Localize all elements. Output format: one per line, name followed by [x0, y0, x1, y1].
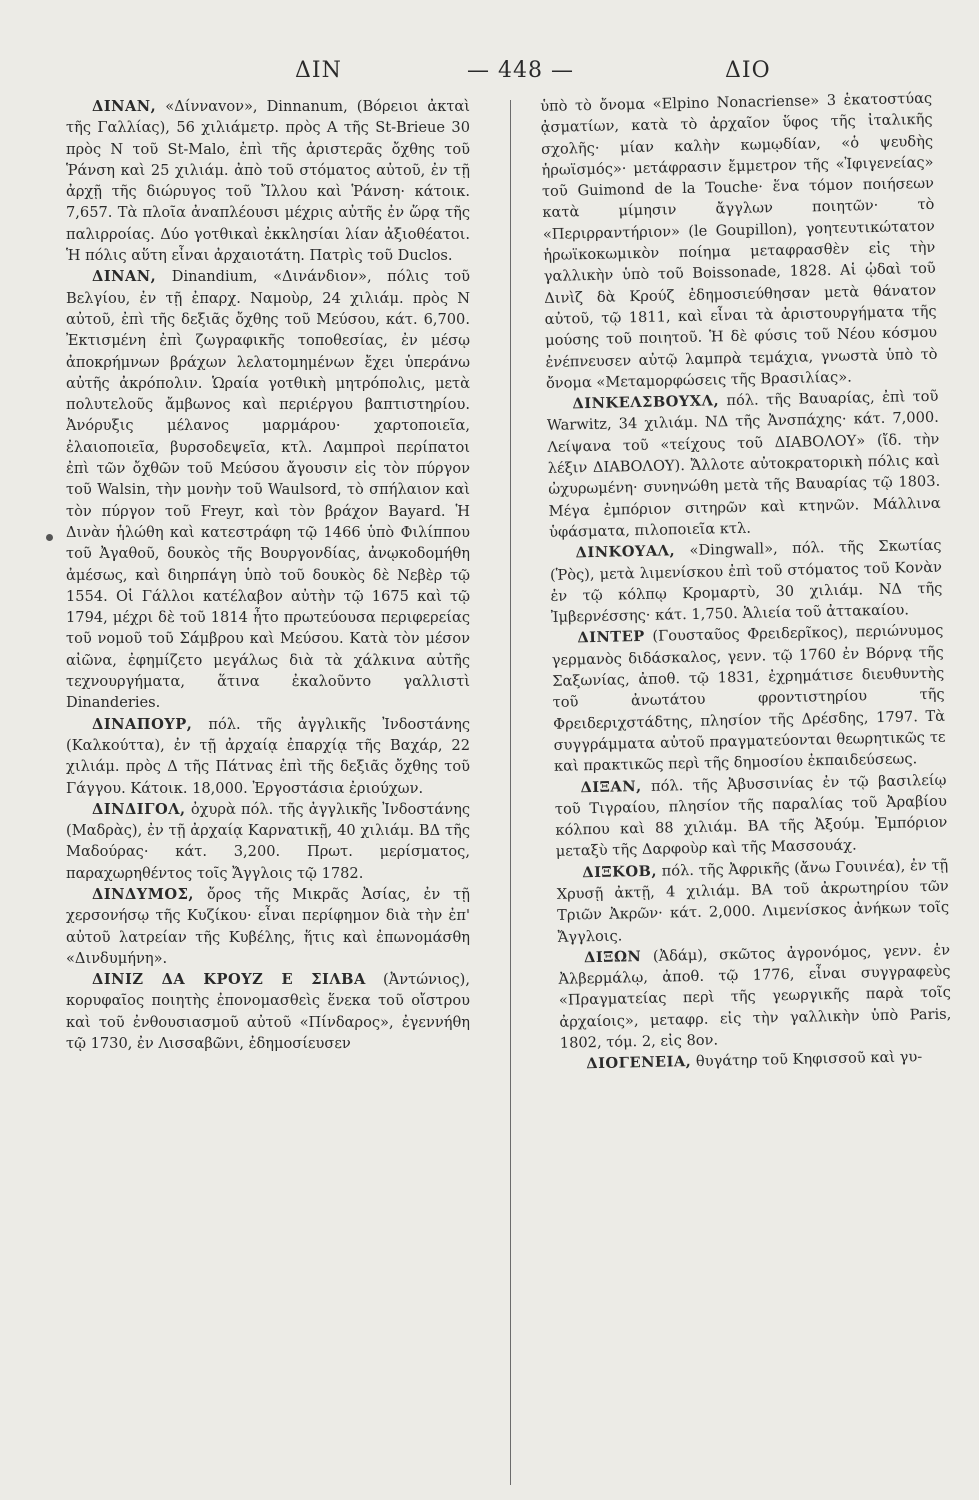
entry-text: (Γουσταῦος Φρειδερῖκος), περιώνυμος γερμανὸς διδάσκαλος, γενν. τῷ 1760 ἐν Βόρνᾳ τῆς Σαξωνίας, ἀποθ. τῷ 1831, ἐχρημάτισε διευθυντὴς τοῦ ἀνωτάτου φροντιστηρίου τῆς Φρειδεριχστάδτης, πλησίον τῆς Δρέσδης, 1797. Τὰ συγγράμματα αὐτοῦ πραγματεύονται θεωρητικῶς τε καὶ πρακτικῶς περὶ τῆς δημοσίου ἐκπαιδεύσεως.	[551, 622, 946, 776]
column-divider	[510, 100, 511, 1485]
margin-mark	[46, 534, 53, 541]
entry-head: ΔΙΞΚΟΒ,	[582, 862, 658, 881]
entry-head: ΔΙΝΙΖ ΔΑ ΚΡΟΥΖ Ε ΣΙΛΒΑ	[92, 971, 366, 989]
entry	[66, 799, 470, 884]
entry-head: ΔΙΝΔΥΜΟΣ,	[92, 885, 194, 903]
entry	[554, 769, 948, 862]
entry-text: πόλ. τῆς Βαυαρίας, ἐπὶ τοῦ Warwitz, 34 χιλιάμ. ΝΔ τῆς Ἀνσπάχης· κάτ. 7,000. Λείψανα τοῦ «τείχους τοῦ ΔΙΑΒΟΛΟΥ» (ἴδ. τὴν λέξιν ΔΙΑΒΟΛΟΥ). Ἄλλοτε αὐτοκρατορικὴ πόλις καὶ ὠχυρωμένη· συνηνώθη μετὰ τῆς Βαυαρίας τῷ 1803. Μέγα ἐμπόριον σιτηρῶν καὶ κτηνῶν. Μάλλινα ὑφάσματα, πιλοποιεῖα κτλ.	[546, 387, 941, 541]
entry-head: ΔΙΞΑΝ,	[580, 777, 642, 796]
entry-text: θυγάτηρ τοῦ Κηφισσοῦ καὶ γυ-	[695, 1048, 923, 1071]
entry-head: ΔΙΝΑΝ,	[92, 98, 157, 115]
entry-text: ὑπὸ τὸ ὄνομα «Elpino Nonacriense» 3 ἑκατοστύας ᾀσματίων, κατὰ τὸ ἀρχαῖον ὕφος τῆς ἰταλικῆς σχολῆς· μίαν καλὴν κωμῳδίαν, «ὁ ψευδὴς ἡρωϊσμός»· μετάφρασιν ἔμμετρον τῆς «Ἰφιγενείας» τοῦ Guimond de la Touche· ἕνα τόμον ποιήσεων κατὰ μίμησιν ἄγγλων ποιητῶν· τὸ «Περιρραντήριον» (le Goupillon), γοητευτικώτατον ἡρωϊκοκωμικὸν ποίημα μεταφρασθὲν εἰς τὴν γαλλικὴν ὑπὸ τοῦ Boissonade, 1828. Αἱ ᾠδαὶ τοῦ Δινὶζ δὰ Κρούζ ἐδημοσιεύθησαν μετὰ θάνατον αὐτοῦ, τῷ 1811, καὶ εἶναι τὰ ἀριστουργήματα τῆς μούσης τοῦ ποιητοῦ. Ἡ δὲ φύσις τοῦ Νέου κόσμου ἐνέπνευσεν αὐτῷ λαμπρὰ τεμάχια, γνωστὰ ὑπὸ τὸ ὄνομα «Μεταμορφώσεις τῆς Βρασιλίας».	[540, 89, 938, 392]
entry-text: πόλ. τῆς Ἀφρικῆς (ἄνω Γουινέα), ἐν τῇ Χρυσῇ ἀκτῇ, 4 χιλιάμ. ΒΑ τοῦ ἀκρωτηρίου τῶν Τριῶν Ἀκρῶν· κάτ. 2,000. Λιμενίσκος ἀνήκων τοῖς Ἄγγλοις.	[556, 856, 950, 946]
entry	[66, 266, 470, 713]
entry-text: «Dingwall», πόλ. τῆς Σκωτίας (Ῥὸς), μετὰ λιμενίσκου ἐπὶ τοῦ στόματος τοῦ Κονὰν ἐν τῷ κόλπῳ Κρομαρτὺ, 30 χιλιάμ. ΝΔ τῆς Ἰμβερνέσσης· κάτ. 1,750. Ἁλιεία τοῦ ἀττακαίου.	[549, 536, 943, 627]
entry	[549, 535, 943, 628]
entry	[66, 714, 470, 799]
entry	[551, 620, 946, 777]
entry-head: ΔΙΝΚΕΛΣΒΟΥΧΛ,	[572, 392, 720, 413]
entry-head: ΔΙΝΤΕΡ	[577, 628, 645, 647]
entry	[66, 96, 470, 266]
header-left-guideword: ΔΙΝ	[295, 58, 342, 83]
entry-text: Dinandium, «Δινάνδιον», πόλις τοῦ Βελγίου, ἐν τῇ ἐπαρχ. Ναμοὺρ, 24 χιλιάμ. πρὸς Ν αὐτοῦ, ἐπὶ τῆς δεξιᾶς ὄχθης τοῦ Μεύσου, κάτ. 6,700. Ἐκτισμένη ἐπὶ ζωγραφικῆς τοποθεσίας, ἐν μέσῳ ἀποκρήμνων βράχων λελατομημένων ἔχει ὑπεράνω αὐτῆς ἀκρόπολιν. Ὡραία γοτθικὴ μητρόπολις, μετὰ πολυτελοῦς ἄμβωνος καὶ περιέργου βαπτιστηρίου. Ἀνόρυξις μέλανος μαρμάρου· χαρτοποιεῖα, ἐλαιοποιεῖα, βυρσοδεψεῖα, κτλ. Λαμπροὶ περίπατοι ἐπὶ τῶν ὄχθῶν τοῦ Μεύσου ἄγουσιν εἰς τὸν πύργον τοῦ Walsin, τὴν μονὴν τοῦ Waulsord, τὸ σπήλαιον καὶ τὸν πύργον τοῦ Freyr, καὶ τὸν βράχον Bayard. Ἡ Δινὰν ἡλώθη καὶ κατεστράφη τῷ 1466 ὑπὸ Φιλίππου τοῦ Ἀγαθοῦ, δουκὸς τῆς Βουργονδίας, ἀνῳκοδομήθη ἀμέσως, καὶ διηρπάγη ὑπὸ τοῦ δουκὸς δὲ Νεβὲρ τῷ 1554. Οἱ Γάλλοι κατέλαβον αὐτὴν τῷ 1675 καὶ τῷ 1794, μέχρι δὲ τοῦ 1814 ἦτο πρωτεύουσα περιφερείας τοῦ νομοῦ τοῦ Σάμβρου καὶ Μεύσου. Κατὰ τὸν μέσον αἰῶνα, ἐφημίζετο μεγάλως διὰ τὰ χάλκινα αὐτῆς τεχνουργήματα, ἅτινα ἐκαλοῦντο γαλλιστὶ Dinanderies.	[66, 268, 470, 712]
entry-head: ΔΙΝΑΝ,	[92, 268, 157, 286]
entry-text: «Δίνναvον», Dinnanum, (Βόρειοι ἀκταὶ τῆς Γαλλίας), 56 χιλιάμετρ. πρὸς Α τῆς St-Brieue 30 πρὸς Ν τοῦ St-Malo, ἐπὶ τῆς ἀριστερᾶς ὄχθης τοῦ Ῥάνση καὶ 25 χιλιάμ. ἀπὸ τοῦ στόματος αὐτοῦ, ἐν τῇ ἀρχῇ τῆς διώρυγος τοῦ Ἴλλου καὶ Ῥάνση· κάτοικ. 7,657. Τὰ πλοῖα ἀναπλέουσι μέχρις αὐτῆς ἐν ὥρᾳ τῆς παλιρροίας. Δύο γοτθικαὶ ἐκκλησίαι λίαν ἀξιοθέατοι. Ἡ πόλις αὕτη εἶναι ἀρχαιοτάτη. Πατρὶς τοῦ Duclos.	[66, 98, 470, 265]
entry	[66, 969, 470, 1054]
entry-head: ΔΙΞΩΝ	[583, 947, 642, 967]
entry-text: ὀχυρὰ πόλ. τῆς ἀγγλικῆς Ἰνδοστάνης (Μαδρὰς), ἐν τῇ ἀρχαίᾳ Καρνατικῇ, 40 χιλιάμ. ΒΔ τῆς Μαδούρας· κάτ. 3,200. Πρωτ. μερίσματος, παραχωρηθέντος τοῖς Ἄγγλοις τῷ 1782.	[66, 800, 470, 882]
entry	[558, 939, 952, 1054]
entry	[546, 386, 941, 543]
right-column	[540, 88, 961, 1491]
entry-text: (Ἀδάμ), σκῶτος ἀγρονόμος, γενν. ἐν Ἀλβερμάλῳ, ἀποθ. τῷ 1776, εἶναι συγγραφεὺς «Πραγματείας περὶ τῆς γεωργικῆς παρὰ τοῖς ἀρχαίοις», μεταφρ. εἰς τὴν γαλλικὴν ὑπὸ Paris, 1802, τόμ. 2, εἰς 8ον.	[558, 941, 952, 1052]
entry-text: (Ἀντώνιος), κορυφαῖος ποιητὴς ἐπονομασθεὶς ἕνεκα τοῦ οἴστρου καὶ τοῦ ἐνθουσιασμοῦ αὐτοῦ «Πίνδαρος», ἐγεννήθη τῷ 1730, ἐν Λισσαβῶνι, ἐδημοσίευσεν	[66, 971, 470, 1053]
entry-text: πόλ. τῆς ἀγγλικῆς Ἰνδοστάνης (Καλκούττα), ἐν τῇ ἀρχαίᾳ ἐπαρχίᾳ τῆς Βαχάρ, 22 χιλιάμ. πρὸς Δ τῆς Πάτνας ἐπὶ τῆς δεξιᾶς ὄχθης τοῦ Γάγγου. Κάτοικ. 18,000. Ἐργοστάσια ἐριούχων.	[66, 715, 470, 797]
header-right-guideword: ΔΙΟ	[725, 58, 771, 83]
entry-text: ὄρος τῆς Μικρᾶς Ἀσίας, ἐν τῇ χερσονήσῳ τῆς Κυζίκου· εἶναι περίφημον διὰ τὴν ἐπ' αὐτοῦ λατρείαν τῆς Κυβέλης, ἥτις καὶ ἐπωνομάσθη «Δινδυμήνη».	[66, 885, 470, 967]
page-number: — 448 —	[467, 58, 574, 83]
entry-continuation	[540, 88, 938, 394]
entry-head: ΔΙΝΔΙΓΟΛ,	[92, 800, 186, 818]
entry-head: ΔΙΟΓΕΝΕΙΑ,	[586, 1053, 692, 1073]
entry-head: ΔΙΝΑΠΟΥΡ,	[92, 715, 193, 733]
entry	[556, 854, 950, 947]
entry-text: πόλ. τῆς Ἀβυσσινίας ἐν τῷ βασιλείῳ τοῦ Τιγραίου, πλησίον τῆς παραλίας τοῦ Ἀραβίου κόλπου καὶ 88 χιλιάμ. ΒΑ τῆς Ἀξούμ. Ἐμπόριον μεταξὺ τῆς Δαρφοὺρ καὶ τῆς Μασσουάχ.	[554, 771, 948, 861]
left-column	[66, 96, 470, 1491]
entry	[66, 884, 470, 969]
entry-head: ΔΙΝΚΟΥΑΛ,	[575, 542, 676, 562]
